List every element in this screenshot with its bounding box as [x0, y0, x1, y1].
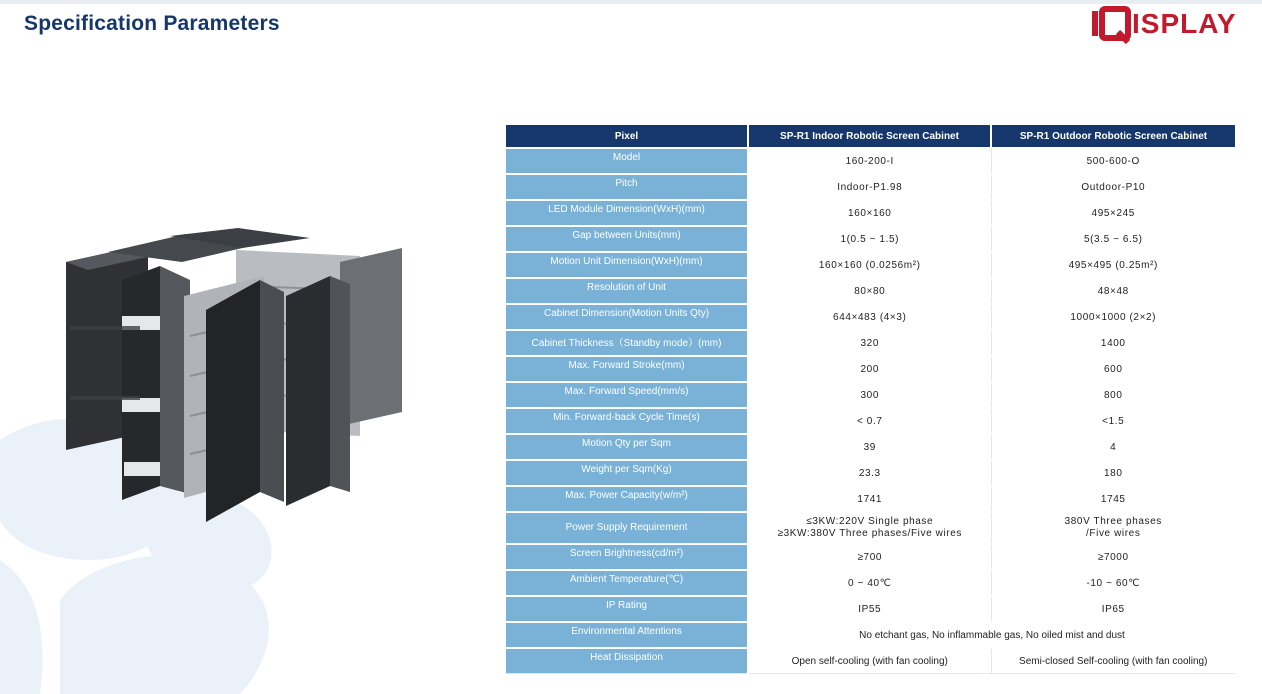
- outdoor-value-line: /Five wires: [1086, 528, 1141, 539]
- table-row: [506, 408, 1235, 434]
- outdoor-value: 500-600-O: [991, 148, 1235, 174]
- row-label: Weight per Sqm(Kg): [506, 460, 748, 486]
- row-label: Min. Forward-back Cycle Time(s): [506, 408, 748, 434]
- header-cell-outdoor: SP-R1 Outdoor Robotic Screen Cabinet: [991, 125, 1235, 148]
- row-label: Screen Brightness(cd/m²): [506, 544, 748, 570]
- indoor-value-line: ≤3KW:220V Single phase: [806, 516, 934, 527]
- row-label: Max. Forward Speed(mm/s): [506, 382, 748, 408]
- header-cell-pixel: Pixel: [506, 125, 748, 148]
- brand-logo: [1088, 4, 1252, 44]
- row-label: Cabinet Dimension(Motion Units Qty): [506, 304, 748, 330]
- row-label: Resolution of Unit: [506, 278, 748, 304]
- indoor-value: 39: [748, 434, 991, 460]
- indoor-value: [748, 512, 991, 544]
- indoor-value: 644×483 (4×3): [748, 304, 991, 330]
- row-label: Max. Power Capacity(w/m²): [506, 486, 748, 512]
- indoor-value: IP55: [748, 596, 991, 622]
- table-row: [506, 596, 1235, 622]
- row-label: Max. Forward Stroke(mm): [506, 356, 748, 382]
- outdoor-value: 495×495 (0.25m²): [991, 252, 1235, 278]
- row-label: Heat Dissipation: [506, 648, 748, 674]
- table-row: [506, 648, 1235, 674]
- table-row: [506, 622, 1235, 648]
- outdoor-value: 800: [991, 382, 1235, 408]
- indoor-value: 1(0.5 ~ 1.5): [748, 226, 991, 252]
- table-row: [506, 330, 1235, 356]
- indoor-value: 300: [748, 382, 991, 408]
- row-label: IP Rating: [506, 596, 748, 622]
- table-row: [506, 460, 1235, 486]
- indoor-value-line: ≥3KW:380V Three phases/Five wires: [777, 528, 962, 539]
- outdoor-value: IP65: [991, 596, 1235, 622]
- outdoor-value: 1745: [991, 486, 1235, 512]
- outdoor-value: 180: [991, 460, 1235, 486]
- table-header-row: [506, 125, 1235, 148]
- outdoor-value-line: 380V Three phases: [1064, 516, 1162, 527]
- outdoor-value: Outdoor-P10: [991, 174, 1235, 200]
- merged-value: No etchant gas, No inflammable gas, No oiled mist and dust: [748, 622, 1235, 648]
- outdoor-value: 600: [991, 356, 1235, 382]
- indoor-value: 160-200-I: [748, 148, 991, 174]
- table-row: [506, 486, 1235, 512]
- table-row: [506, 252, 1235, 278]
- indoor-value: 80×80: [748, 278, 991, 304]
- indoor-value: 200: [748, 356, 991, 382]
- row-label: Environmental Attentions: [506, 622, 748, 648]
- top-rule: [0, 0, 1262, 4]
- logo-mark-icon: [1088, 4, 1134, 44]
- row-label: Motion Unit Dimension(WxH)(mm): [506, 252, 748, 278]
- indoor-value: 320: [748, 330, 991, 356]
- outdoor-value: 5(3.5 ~ 6.5): [991, 226, 1235, 252]
- outdoor-value: 495×245: [991, 200, 1235, 226]
- table-row: [506, 512, 1235, 544]
- indoor-value: 160×160: [748, 200, 991, 226]
- indoor-value: Indoor-P1.98: [748, 174, 991, 200]
- outdoor-value: ≥7000: [991, 544, 1235, 570]
- specification-table: [506, 125, 1235, 674]
- indoor-value: ≥700: [748, 544, 991, 570]
- indoor-value: 0 ~ 40℃: [748, 570, 991, 596]
- outdoor-value: <1.5: [991, 408, 1235, 434]
- row-label: Model: [506, 148, 748, 174]
- table-row: [506, 278, 1235, 304]
- outdoor-value: -10 ~ 60℃: [991, 570, 1235, 596]
- indoor-value: 23.3: [748, 460, 991, 486]
- row-label: Cabinet Thickness（Standby mode）(mm): [506, 330, 748, 356]
- table-row: [506, 174, 1235, 200]
- indoor-value: 160×160 (0.0256m²): [748, 252, 991, 278]
- logo-word: ISPLAY: [1132, 8, 1237, 39]
- row-label: Pitch: [506, 174, 748, 200]
- row-label: LED Module Dimension(WxH)(mm): [506, 200, 748, 226]
- row-label: Gap between Units(mm): [506, 226, 748, 252]
- outdoor-value: 4: [991, 434, 1235, 460]
- table-row: [506, 434, 1235, 460]
- indoor-value: Open self-cooling (with fan cooling): [748, 648, 991, 674]
- table-row: [506, 382, 1235, 408]
- header-cell-indoor: SP-R1 Indoor Robotic Screen Cabinet: [748, 125, 991, 148]
- table-row: [506, 200, 1235, 226]
- table-row: [506, 304, 1235, 330]
- page-title: Specification Parameters: [24, 12, 280, 35]
- row-label: Ambient Temperature(℃): [506, 570, 748, 596]
- outdoor-value: Semi-closed Self-cooling (with fan cooling): [991, 648, 1235, 674]
- outdoor-value: 1400: [991, 330, 1235, 356]
- table-row: [506, 544, 1235, 570]
- indoor-value: 1741: [748, 486, 991, 512]
- outdoor-value: 48×48: [991, 278, 1235, 304]
- table-row: [506, 226, 1235, 252]
- outdoor-value: 1000×1000 (2×2): [991, 304, 1235, 330]
- table-row: [506, 148, 1235, 174]
- table-row: [506, 570, 1235, 596]
- row-label: Motion Qty per Sqm: [506, 434, 748, 460]
- table-row: [506, 356, 1235, 382]
- outdoor-value: [991, 512, 1235, 544]
- indoor-value: < 0.7: [748, 408, 991, 434]
- robotic-screen-cabinet-image: [60, 226, 410, 526]
- row-label: Power Supply Requirement: [506, 512, 748, 544]
